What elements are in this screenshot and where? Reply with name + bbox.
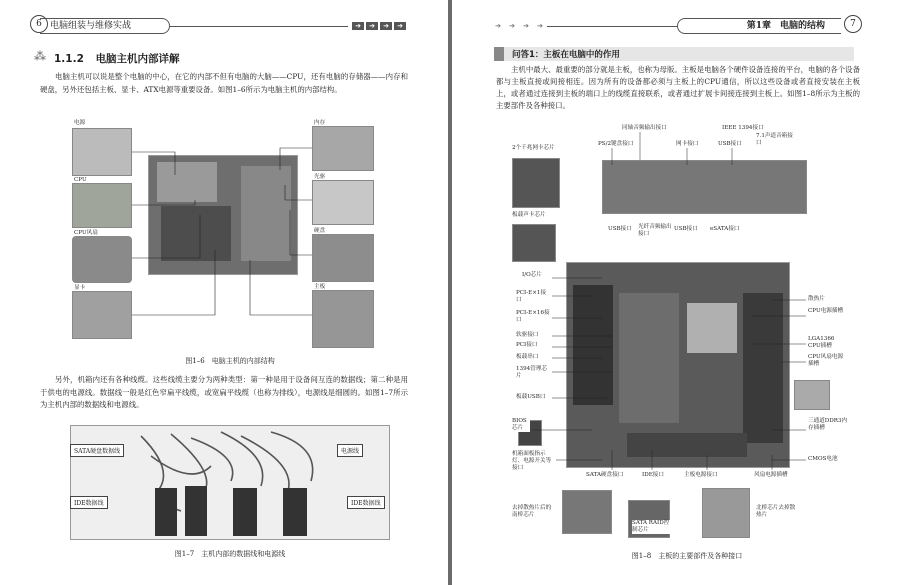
qa-title: 问答1：主板在电脑中的作用 [512,50,620,60]
label-sound-chip: 板载声卡芯片 [512,212,546,218]
label-fan-power: 风扇电源插槽 [754,472,788,478]
arrow-decoration: ➔ ➔ ➔ ➔ [495,22,543,30]
label-heatsink: 散热片 [808,296,825,302]
body-paragraph: 主机中最大、最重要的部分就是主板，也称为母版。主板是电脑各个硬件设备连接的平台，电脑的各个设备都与主板直接或间接相连。因为所有的设备都必须与主板上的CPU通信，所以这些设备或者直接安装在主板上，或者通过连接到主板的端口上的线缆直接联系，或者通过扩展卡间接连接到主板上。如图1–8所示为主板的主要部件及各种接口。 [496,65,860,110]
section-number: 1.1.2 [54,53,84,65]
label-serial-port: 板载串口 [516,354,539,360]
running-header: 第1章 电脑的结构 [677,18,841,34]
section-title: 电脑主机内部详解 [95,53,180,65]
label-pcie-x1: PCI-E×1接口 [516,290,550,304]
body-paragraph: 电脑主机可以说是整个电脑的中心，在它的内部不但有电脑的大脑——CPU，还有电脑的存储器——内存和硬盘，另外还包括主板、显卡、ATX电源等重要设备。如图1–6所示为电脑主机的内部结构。 [40,72,408,94]
label-cmos: CMOS电池 [808,456,838,462]
label-cpu-fan-power: CPU风扇电源插槽 [808,354,848,368]
label-south-bridge: 去掉散热片后的南桥芯片 [512,505,556,519]
label-bios: BIOS芯片 [512,418,530,432]
leader-lines [452,0,900,585]
label-sata-raid: SATA RAID控制芯片 [632,520,674,534]
running-header: 电脑组装与维修实战 [40,18,170,34]
label-1394-chip: 1394管理芯片 [516,366,550,380]
label-optical-drive: 光驱 [314,174,326,180]
label-motherboard: 主板 [314,284,326,290]
label-board-power: 主板电源接口 [684,472,718,478]
label-ieee1394: IEEE 1394接口 [722,125,764,131]
figure-1-6-caption: 图1–6 电脑主机的内部结构 [185,357,275,365]
page-number: 7 [844,15,862,33]
label-pci-port: PCI接口 [516,342,538,348]
section-icon: ⁂ [34,49,46,63]
label-ps2-port: PS/2键盘接口 [598,141,634,147]
label-usb-1: USB接口 [608,226,632,232]
label-front-panel: 机箱面板指示灯、电源开关等接口 [512,451,556,472]
label-cpu-fan: CPU风扇 [74,230,98,236]
label-cpu: CPU [74,177,87,183]
label-ddr3: 三通道DDR3内存插槽 [808,418,848,431]
figure-1-8-caption: 图1–8 主板的主要部件及各种接口 [631,552,743,560]
right-page [452,0,900,585]
label-power-cable: 电源线 [337,444,363,457]
label-esata: eSATA接口 [710,226,740,232]
label-pcie-x16: PCI-E×16接口 [516,310,552,324]
label-lga1366: LGA1366 CPU插槽 [808,336,848,350]
page-number: 6 [30,15,48,33]
label-hard-disk: 硬盘 [314,228,326,234]
label-optical-out: 光纤音频输出接口 [638,224,672,237]
label-network-port: 网卡接口 [676,141,699,147]
label-cpu-power: CPU电源插槽 [808,308,846,315]
label-memory: 内存 [314,120,326,126]
arrow-decoration: ➔ ➔ ➔ ➔ [352,22,406,30]
label-board-usb: 板载USB口 [516,394,546,400]
label-ide-cable-right: IDE数据线 [347,496,385,509]
label-network-chip: 2个千兆网卡芯片 [512,145,555,151]
left-page [0,0,448,585]
label-floppy-port: 软驱接口 [516,332,539,338]
label-north-bridge: 北桥芯片去掉散热片 [756,505,798,519]
label-sata-data-cable: SATA硬盘数据线 [70,444,124,457]
label-usb-top: USB接口 [718,141,742,147]
body-paragraph-2: 另外，机箱内还有各种线缆。这些线缆主要分为两种类型：第一种是用于设备间互连的数据线；第二种是用于供电的电源线。数据线一般是红色窄扁平线缆，或宽扁平线缆（也称为排线），电源线是细圆的。如图1–7所示为主机内部的数据线和电源线。 [40,375,408,409]
label-power: 电源 [74,120,86,126]
label-sata-port: SATA硬盘接口 [586,472,624,478]
label-io-chip: I/O芯片 [522,272,542,278]
figure-1-7-caption: 图1–7 主机内部的数据线和电源线 [174,550,286,558]
label-coax-audio: 同轴音频输出接口 [622,125,667,131]
label-ide-port: IDE接口 [642,472,664,478]
label-graphics-card: 显卡 [74,285,86,291]
label-usb-2: USB接口 [674,226,698,232]
label-ide-cable-left: IDE数据线 [70,496,108,509]
label-sound-port: 7.1声道音箱接口 [756,133,796,147]
figure-1-7-cables-image [70,425,390,540]
